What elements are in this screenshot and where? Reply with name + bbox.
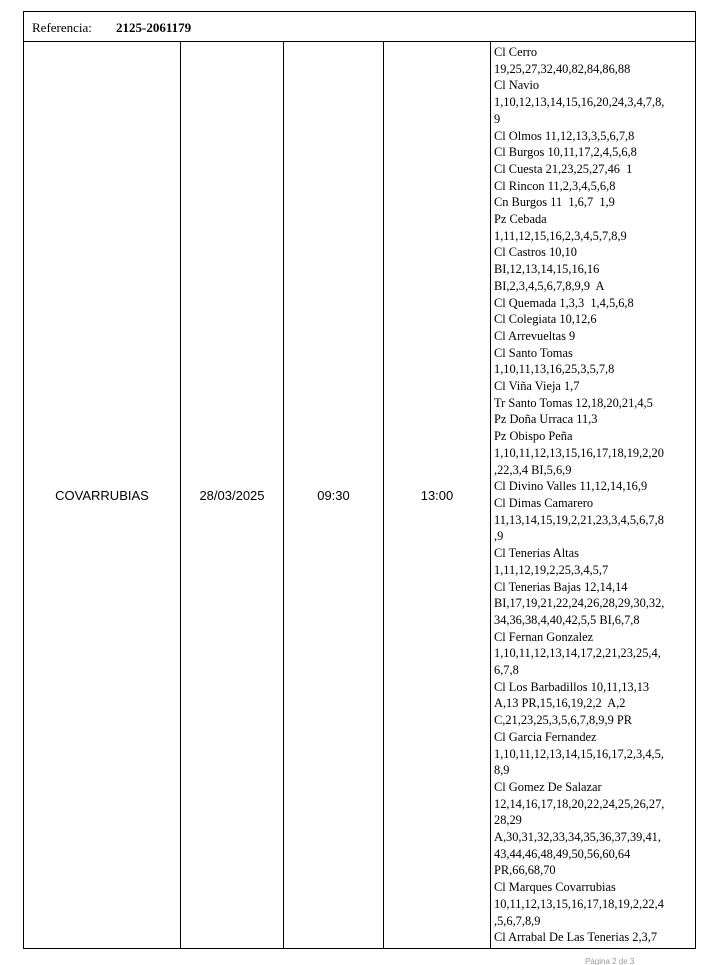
- street-line: Cl Fernan Gonzalez: [494, 629, 594, 644]
- street-line: Cl Burgos 10,11,17,2,4,5,6,8: [494, 145, 637, 160]
- date-text: 28/03/2025: [199, 487, 265, 503]
- reference-value: 2125-2061179: [116, 20, 192, 35]
- reference-label: Referencia:: [32, 20, 92, 35]
- street-line: 1,11,12,15,16,2,3,4,5,7,8,9: [494, 228, 627, 243]
- street-line: 28,29: [494, 813, 522, 828]
- street-line: Cl Cerro: [494, 45, 538, 59]
- street-line: Cl Arrabal De Las Tenerias 2,3,7: [494, 930, 658, 945]
- street-line: Cl Rincon 11,2,3,4,5,6,8: [494, 178, 616, 193]
- street-line: PR,66,68,70: [494, 863, 556, 878]
- street-line: A,13 PR,15,16,19,2,2 A,2: [494, 696, 626, 711]
- street-line: 10,11,12,13,15,16,17,18,19,2,22,4: [494, 896, 664, 911]
- street-line: Cl Divino Valles 11,12,14,16,9: [494, 479, 648, 494]
- page-number-footer: Página 2 de 3: [585, 957, 635, 965]
- street-line: Cl Cuesta 21,23,25,27,46 1: [494, 161, 633, 176]
- street-line: A,30,31,32,33,34,35,36,37,39,41,: [494, 830, 661, 845]
- street-line: ,9: [494, 529, 504, 544]
- end-time-text: 13:00: [420, 487, 454, 503]
- street-line: Cl Olmos 11,12,13,3,5,6,7,8: [494, 128, 635, 143]
- street-line: Pz Doña Urraca 11,3: [494, 412, 598, 427]
- street-line: 19,25,27,32,40,82,84,86,88: [494, 61, 631, 76]
- street-line: 9: [494, 111, 501, 126]
- start-time-text: 09:30: [317, 487, 350, 503]
- street-line: Cl Gomez De Salazar: [494, 779, 602, 794]
- street-line: 1,10,11,12,13,15,16,17,18,19,2,20: [494, 445, 664, 460]
- street-line: 1,10,11,12,13,14,15,16,17,2,3,4,5,: [494, 746, 664, 761]
- street-line: 11,13,14,15,19,2,21,23,3,4,5,6,7,8: [494, 512, 664, 527]
- street-line: 34,36,38,4,40,42,5,5 BI,6,7,8: [494, 612, 640, 627]
- street-line: Cl Viña Vieja 1,7: [494, 379, 580, 394]
- end-time-cell: [384, 42, 491, 948]
- street-line: Cl Los Barbadillos 10,11,13,13: [494, 679, 650, 694]
- street-line: 1,10,11,13,16,25,3,5,7,8: [494, 362, 615, 377]
- street-line: ,22,3,4 BI,5,6,9: [494, 462, 572, 477]
- municipality-cell: [24, 42, 181, 948]
- street-line: Cl Santo Tomas: [494, 345, 573, 360]
- street-line: Pz Cebada: [494, 212, 547, 227]
- municipality-text: COVARRUBIAS: [55, 487, 149, 503]
- street-line: Cl Colegiata 10,12,6: [494, 312, 597, 327]
- street-line: Cl Navio: [494, 78, 540, 93]
- affected-streets-cell: [491, 44, 696, 946]
- outage-table: [23, 41, 696, 949]
- street-line: Cl Garcia Fernandez: [494, 729, 597, 744]
- street-line: Cn Burgos 11 1,6,7 1,9: [494, 195, 615, 210]
- start-time-cell: [284, 42, 384, 948]
- street-line: Cl Arrevueltas 9: [494, 328, 576, 343]
- reference-header: [23, 11, 696, 41]
- street-line: Cl Quemada 1,3,3 1,4,5,6,8: [494, 295, 634, 310]
- date-cell: [181, 42, 284, 948]
- street-line: 12,14,16,17,18,20,22,24,25,26,27,: [494, 796, 665, 811]
- street-line: ,5,6,7,8,9: [494, 913, 541, 928]
- street-line: Cl Tenerias Altas: [494, 546, 579, 561]
- street-line: BI,2,3,4,5,6,7,8,9,9 A: [494, 278, 605, 293]
- street-line: 6,7,8: [494, 663, 519, 678]
- street-line: Cl Tenerias Bajas 12,14,14: [494, 579, 628, 594]
- street-line: 1,11,12,19,2,25,3,4,5,7: [494, 562, 609, 577]
- street-line: 43,44,46,48,49,50,56,60,64: [494, 846, 631, 861]
- street-line: 1,10,11,12,13,14,17,2,21,23,25,4,: [494, 646, 661, 661]
- street-line: 1,10,12,13,14,15,16,20,24,3,4,7,8,: [494, 95, 665, 110]
- street-line: C,21,23,25,3,5,6,7,8,9,9 PR: [494, 713, 633, 728]
- street-line: Cl Castros 10,10: [494, 245, 577, 260]
- street-line: BI,17,19,21,22,24,26,28,29,30,32,: [494, 596, 665, 611]
- street-line: BI,12,13,14,15,16,16: [494, 262, 600, 277]
- street-line: 8,9: [494, 763, 510, 778]
- street-line: Cl Marques Covarrubias: [494, 880, 616, 895]
- street-line: Cl Dimas Camarero: [494, 495, 594, 510]
- street-line: Tr Santo Tomas 12,18,20,21,4,5: [494, 395, 653, 410]
- street-line: Pz Obispo Peña: [494, 429, 573, 444]
